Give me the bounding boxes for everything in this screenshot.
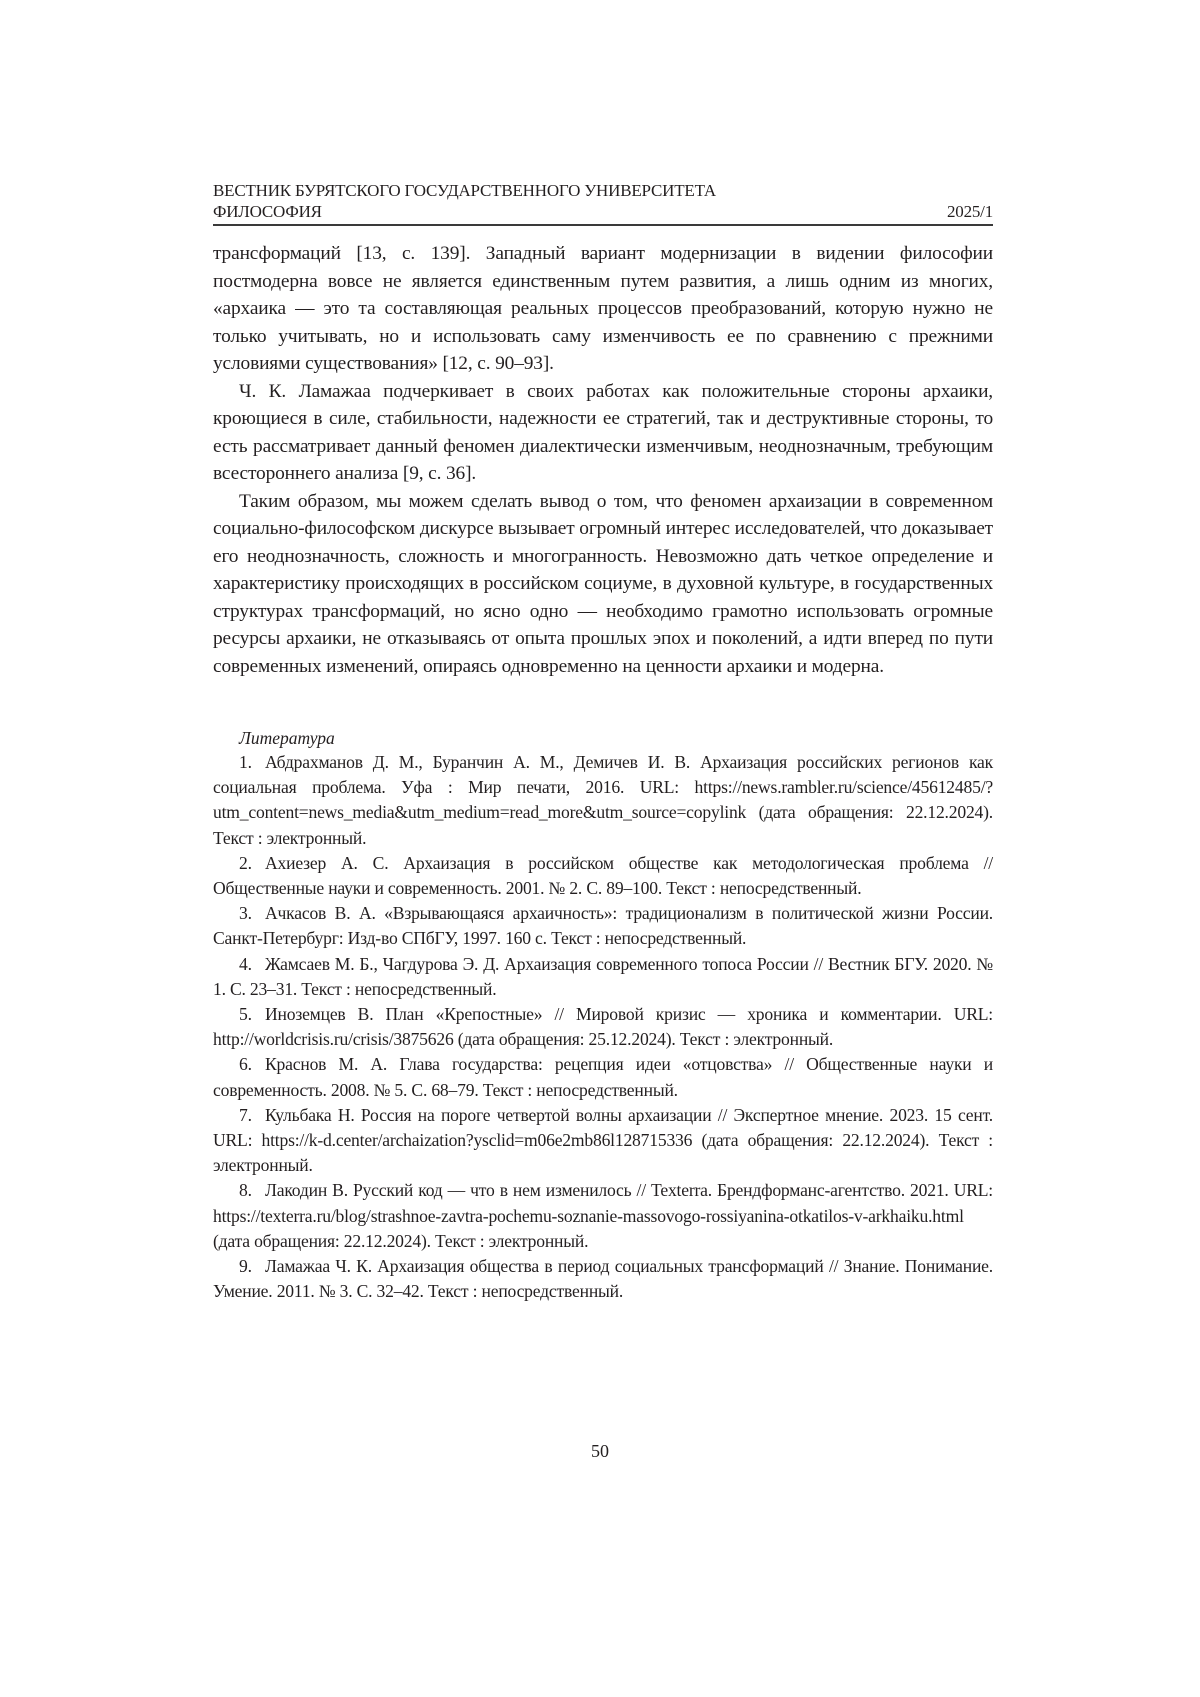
reference-item — [213, 1178, 993, 1254]
reference-text: Ламажаа Ч. К. Архаизация общества в период социальных трансформаций // Знание. Понимание. Умение. 2011. № 3. С. 32–42. Текст : непосредственный. — [213, 1256, 993, 1302]
reference-item — [213, 1254, 993, 1304]
reference-number: 5. — [239, 1004, 252, 1025]
reference-item — [213, 750, 993, 851]
reference-number: 7. — [239, 1104, 252, 1125]
reference-item — [213, 851, 993, 901]
reference-text: Жамсаев М. Б., Чагдурова Э. Д. Архаизация современного топоса России // Вестник БГУ. 2020. № 1. С. 23–31. Текст : непосредственный. — [213, 953, 993, 999]
reference-text: Ахиезер А. С. Архаизация в российском обществе как методологическая проблема // Общественные науки и современность. 2001. № 2. С. 89–100. Текст : непосредственный. — [213, 852, 993, 899]
reference-text: Лакодин В. Русский код — что в нем изменилось // Texterra. Брендформанс-агентство. 2021. URL: https://texterra.ru/blog/strashnoe-zavtra-pochemu-soznanie-massovogo-rossiyanina-otkatilos-v-arkhaiku.html (дата обращения: 22.12.2024). Текст : электронный. — [213, 1180, 993, 1251]
reference-text: Ачкасов В. А. «Взрывающаяся архаичность»: традиционализм в политической жизни России. Санкт-Петербург: Изд-во СПбГУ, 1997. 160 с. Текст : непосредственный. — [213, 903, 993, 949]
running-header — [213, 180, 993, 226]
journal-section: ФИЛОСОФИЯ — [213, 202, 322, 221]
page-number: 50 — [591, 1441, 609, 1461]
body-paragraph: Ч. К. Ламажаа подчеркивает в своих работах как положительные стороны архаики, кроющиеся в силе, стабильности, надежности ее стратегий, так и деструктивные стороны, то есть рассматривает данный феномен диалектически изменчивым, неоднозначным, требующим всестороннего анализа [9, с. 36]. — [213, 380, 993, 484]
reference-number: 1. — [239, 752, 252, 772]
reference-list — [213, 750, 993, 1304]
reference-item — [213, 901, 993, 951]
article-body — [213, 240, 993, 680]
issue-number: 2025/1 — [946, 202, 993, 221]
reference-text: Абдрахманов Д. М., Буранчин А. М., Демичев И. В. Архаизация российских регионов как социальная проблема. Уфа : Мир печати, 2016. URL: https://news.rambler.ru/science/45612485/?utm_content=news_media&utm_medium=read_more&utm_source=copylink (дата обращения: 22.12.2024). Текст : электронный. — [213, 752, 993, 848]
reference-number: 6. — [239, 1054, 252, 1075]
body-paragraph: трансформаций [13, с. 139]. Западный вариант модернизации в видении философии постмодерна вовсе не является единственным путем развития, а лишь одним из многих, «архаика — это та составляющая реальных процессов преобразований, которую нужно не только учитывать, но и использовать саму изменчивость ее по сравнению с прежними условиями существования» [12, с. 90–93]. — [213, 243, 993, 374]
reference-text: Краснов М. А. Глава государства: рецепция идеи «отцовства» // Общественные науки и современность. 2008. № 5. С. 68–79. Текст : непосредственный. — [213, 1054, 993, 1100]
journal-title: ВЕСТНИК БУРЯТСКОГО ГОСУДАРСТВЕННОГО УНИВЕРСИТЕТА — [213, 181, 716, 200]
reference-number: 9. — [239, 1256, 252, 1277]
reference-number: 2. — [239, 852, 252, 873]
reference-number: 8. — [239, 1180, 252, 1201]
reference-item — [213, 1052, 993, 1102]
reference-text: Кульбака Н. Россия на пороге четвертой волны архаизации // Экспертное мнение. 2023. 15 сент. URL: https://k-d.center/archaization?ysclid=m06e2mb86l128715336 (дата обращения: 22.12.2024). Текст : электронный. — [213, 1104, 993, 1176]
reference-item — [213, 1002, 993, 1052]
literature-heading: Литература — [239, 728, 335, 748]
reference-text: Иноземцев В. План «Крепостные» // Мировой кризис — хроника и комментарии. URL: http://worldcrisis.ru/crisis/3875626 (дата обращения: 25.12.2024). Текст : электронный. — [213, 1004, 993, 1050]
body-paragraph: Таким образом, мы можем сделать вывод о том, что феномен архаизации в современном социально-философском дискурсе вызывает огромный интерес исследователей, что доказывает его неоднозначность, сложность и многогранность. Невозможно дать четкое определение и характеристику происходящих в российском социуме, в духовной культуре, в государственных структурах трансформаций, но ясно одно — необходимо грамотно использовать огромные ресурсы архаики, не отказываясь от опыта прошлых эпох и поколений, а идти вперед по пути современных изменений, опираясь одновременно на ценности архаики и модерна. — [213, 490, 993, 677]
reference-number: 4. — [239, 953, 252, 974]
page-content — [213, 180, 993, 1304]
reference-item — [213, 1103, 993, 1179]
reference-number: 3. — [239, 903, 252, 924]
reference-item — [213, 952, 993, 1002]
